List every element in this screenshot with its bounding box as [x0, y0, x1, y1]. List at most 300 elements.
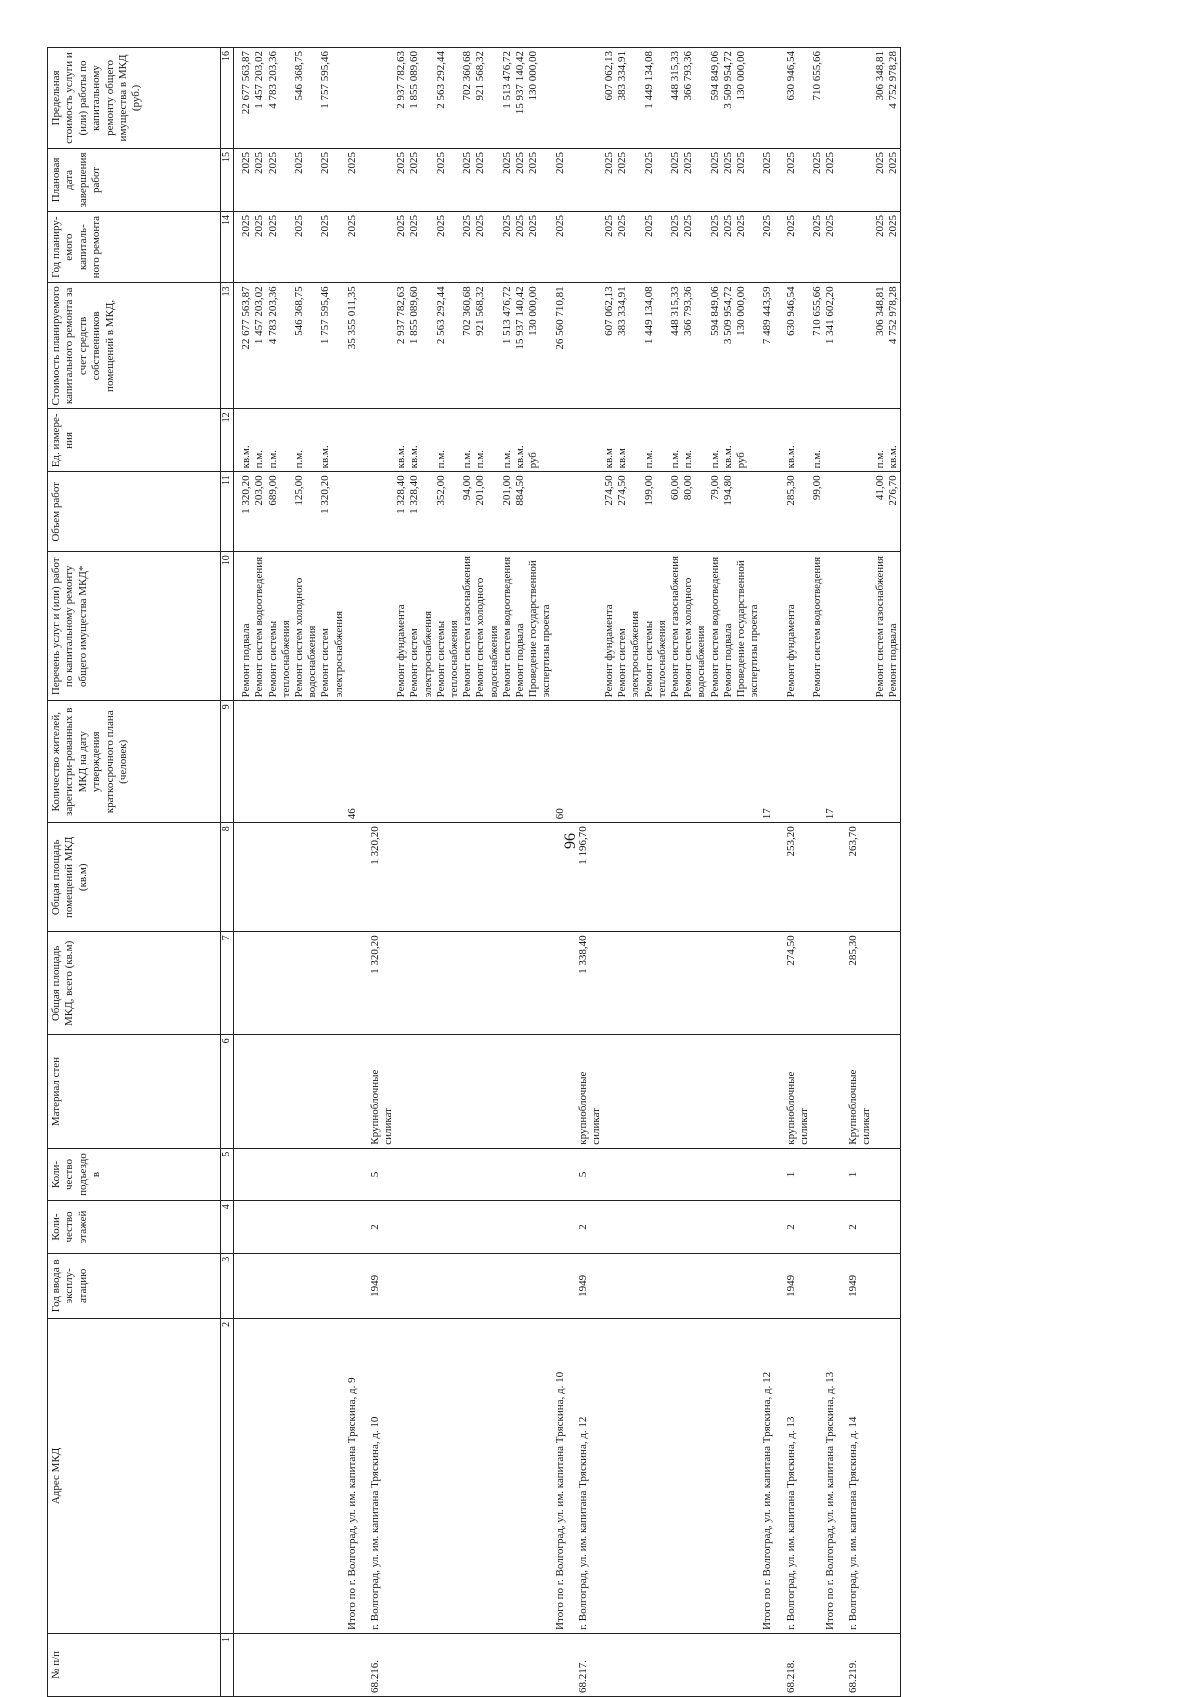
row-number-cell	[501, 1633, 514, 1696]
wall-material-cell	[554, 1035, 567, 1148]
wall-material-cell	[461, 1035, 474, 1148]
header-row	[48, 48, 221, 1697]
completion-year-cell: 2025	[253, 148, 266, 211]
repair-year-cell: 2025	[669, 211, 682, 282]
spacer-cell	[775, 283, 785, 409]
unit-cell: п.м.	[709, 409, 722, 472]
wall-material-cell	[240, 1035, 253, 1148]
residents-cell	[435, 701, 461, 823]
header-cell: Коли-чество этажей	[48, 1201, 221, 1254]
floors-cell	[735, 1201, 761, 1254]
residents-cell	[709, 701, 722, 823]
cost-limit-cell: 1 457 203,02	[253, 48, 266, 149]
spacer-row	[359, 48, 369, 1697]
spacer-cell	[359, 283, 369, 409]
residents-cell	[501, 701, 514, 823]
premises-area-cell	[761, 823, 774, 932]
cost-limit-cell: 630 946,54	[785, 48, 811, 149]
work-type-cell: Ремонт подвала	[240, 552, 253, 701]
wall-material-cell	[722, 1035, 735, 1148]
work-type-cell: Ремонт систем холодного водоснабжения	[293, 552, 319, 701]
spacer-cell	[837, 823, 847, 932]
cost-limit-cell: 4 752 978,28	[887, 48, 901, 149]
entrances-cell: 5	[577, 1148, 603, 1201]
premises-area-cell	[669, 823, 682, 932]
entrances-cell	[554, 1148, 567, 1201]
completion-year-cell: 2025	[603, 148, 616, 211]
total-area-cell	[669, 932, 682, 1035]
work-type-cell: Ремонт систем электроснабжения	[616, 552, 642, 701]
completion-year-cell: 2025	[785, 148, 811, 211]
total-area-cell	[643, 932, 669, 1035]
completion-year-cell: 2025	[293, 148, 319, 211]
work-volume-cell: 60,00	[669, 472, 682, 552]
entrances-cell	[616, 1148, 642, 1201]
floors-cell	[761, 1201, 774, 1254]
cost-limit-cell: 15 937 140,42	[514, 48, 527, 149]
wall-material-cell	[735, 1035, 761, 1148]
work-row	[395, 48, 408, 1697]
premises-area-cell	[811, 823, 824, 932]
unit-cell: кв.м.	[887, 409, 901, 472]
work-volume-cell: 41,00	[874, 472, 887, 552]
spacer-cell	[567, 472, 577, 552]
cost-limit-cell: 2 563 292,44	[435, 48, 461, 149]
cost-limit-cell	[346, 48, 359, 149]
spacer-cell	[775, 1148, 785, 1201]
row-number-cell: 68.218.	[785, 1633, 811, 1696]
cost-limit-cell: 2 937 782,63	[395, 48, 408, 149]
header-cell: Год ввода в эксплу-атацию	[48, 1253, 221, 1318]
repair-year-cell: 2025	[824, 211, 837, 282]
premises-area-cell	[554, 823, 567, 932]
address-cell	[616, 1318, 642, 1633]
work-type-cell	[824, 552, 837, 701]
premises-area-cell: 263,70	[847, 823, 873, 932]
work-row	[253, 48, 266, 1697]
entrances-cell	[603, 1148, 616, 1201]
row-number-cell	[761, 1633, 774, 1696]
work-row	[643, 48, 669, 1697]
total-area-cell	[395, 932, 408, 1035]
residents-cell	[408, 701, 434, 823]
work-row	[435, 48, 461, 1697]
work-row	[616, 48, 642, 1697]
residents-cell: 17	[761, 701, 774, 823]
entrances-cell	[527, 1148, 553, 1201]
work-type-cell: Ремонт систем электроснабжения	[319, 552, 345, 701]
repair-year-cell: 2025	[293, 211, 319, 282]
entrances-cell	[346, 1148, 359, 1201]
table-body	[234, 48, 901, 1697]
wall-material-cell	[603, 1035, 616, 1148]
work-volume-cell: 199,00	[643, 472, 669, 552]
total-area-cell	[501, 932, 514, 1035]
spacer-cell	[359, 1633, 369, 1696]
premises-area-cell	[253, 823, 266, 932]
unit-cell: п.м.	[811, 409, 824, 472]
residents-cell	[616, 701, 642, 823]
column-index-cell: 3	[221, 1253, 234, 1318]
spacer-cell	[775, 932, 785, 1035]
work-volume-cell: 274,50	[616, 472, 642, 552]
header-cell: Перечень услуг и (или) работ по капитальному ремонту общего имущества МКД*	[48, 552, 221, 701]
cost-limit-cell: 702 360,68	[461, 48, 474, 149]
residents-cell	[319, 701, 345, 823]
premises-area-cell	[435, 823, 461, 932]
premises-area-cell	[603, 823, 616, 932]
total-row	[554, 48, 567, 1697]
year-built-cell	[435, 1253, 461, 1318]
wall-material-cell	[874, 1035, 887, 1148]
spacer-cell	[567, 211, 577, 282]
total-area-cell	[874, 932, 887, 1035]
spacer-cell	[567, 823, 577, 932]
completion-year-cell: 2025	[554, 148, 567, 211]
repair-year-cell	[577, 211, 603, 282]
repair-year-cell: 2025	[461, 211, 474, 282]
planned-cost-cell	[577, 283, 603, 409]
residents-cell	[643, 701, 669, 823]
year-built-cell	[554, 1253, 567, 1318]
building-row	[785, 48, 811, 1697]
floors-cell	[616, 1201, 642, 1254]
cost-limit-cell: 1 513 476,72	[501, 48, 514, 149]
premises-area-cell	[527, 823, 553, 932]
address-cell	[408, 1318, 434, 1633]
entrances-cell	[461, 1148, 474, 1201]
work-volume-cell: 99,00	[811, 472, 824, 552]
spacer-cell	[359, 1318, 369, 1633]
cost-limit-cell	[824, 48, 837, 149]
spacer-cell	[567, 1035, 577, 1148]
spacer-cell	[567, 148, 577, 211]
unit-cell: п.м.	[253, 409, 266, 472]
premises-area-cell	[474, 823, 500, 932]
completion-year-cell: 2025	[874, 148, 887, 211]
spacer-cell	[837, 701, 847, 823]
unit-cell	[369, 409, 395, 472]
total-area-cell	[293, 932, 319, 1035]
completion-year-cell: 2025	[811, 148, 824, 211]
floors-cell	[346, 1201, 359, 1254]
wall-material-cell	[501, 1035, 514, 1148]
column-index-cell: 12	[221, 409, 234, 472]
total-area-cell	[811, 932, 824, 1035]
work-type-cell: Ремонт систем электроснабжения	[408, 552, 434, 701]
spacer-cell	[359, 1253, 369, 1318]
cost-limit-cell: 921 568,32	[474, 48, 500, 149]
floors-cell	[514, 1201, 527, 1254]
spacer-cell	[359, 1148, 369, 1201]
spacer-cell	[567, 409, 577, 472]
repair-year-cell: 2025	[722, 211, 735, 282]
completion-year-cell	[577, 148, 603, 211]
floors-cell	[643, 1201, 669, 1254]
repair-year-cell: 2025	[474, 211, 500, 282]
spacer-cell	[837, 283, 847, 409]
unit-cell: п.м.	[435, 409, 461, 472]
planned-cost-cell: 546 368,75	[293, 283, 319, 409]
spacer-cell	[837, 932, 847, 1035]
work-volume-cell: 689,00	[267, 472, 293, 552]
year-built-cell	[761, 1253, 774, 1318]
address-cell	[267, 1318, 293, 1633]
total-area-cell	[474, 932, 500, 1035]
cost-limit-cell: 130 000,00	[527, 48, 553, 149]
spacer-cell	[775, 148, 785, 211]
planned-cost-cell	[369, 283, 395, 409]
year-built-cell	[408, 1253, 434, 1318]
column-index-cell: 13	[221, 283, 234, 409]
row-number-cell	[527, 1633, 553, 1696]
year-built-cell	[527, 1253, 553, 1318]
spacer-cell	[775, 1253, 785, 1318]
planned-cost-cell: 594 849,06	[709, 283, 722, 409]
address-cell: Итого по г. Волгоград, ул. им. капитана Тряскина, д. 13	[824, 1318, 837, 1633]
floors-cell	[253, 1201, 266, 1254]
unit-cell: п.м.	[874, 409, 887, 472]
wall-material-cell	[474, 1035, 500, 1148]
row-number-cell	[669, 1633, 682, 1696]
completion-year-cell	[847, 148, 873, 211]
unit-cell: п.м.	[501, 409, 514, 472]
row-number-cell	[435, 1633, 461, 1696]
spacer-cell	[359, 211, 369, 282]
floors-cell	[474, 1201, 500, 1254]
completion-year-cell: 2025	[643, 148, 669, 211]
row-number-cell	[554, 1633, 567, 1696]
cost-limit-cell: 4 783 203,36	[267, 48, 293, 149]
row-number-cell	[735, 1633, 761, 1696]
header-cell: Ед. измере-ния	[48, 409, 221, 472]
spacer-cell	[837, 1318, 847, 1633]
work-row	[501, 48, 514, 1697]
floors-cell: 2	[369, 1201, 395, 1254]
planned-cost-cell: 7 489 443,59	[761, 283, 774, 409]
repair-year-cell: 2025	[527, 211, 553, 282]
row-number-cell	[514, 1633, 527, 1696]
spacer-cell	[359, 1035, 369, 1148]
address-cell	[319, 1318, 345, 1633]
cost-limit-cell	[369, 48, 395, 149]
spacer-cell	[837, 1633, 847, 1696]
total-area-cell	[887, 932, 901, 1035]
column-index-cell: 2	[221, 1318, 234, 1633]
work-volume-cell	[577, 472, 603, 552]
spacer-row	[567, 48, 577, 1697]
entrances-cell	[253, 1148, 266, 1201]
address-cell	[603, 1318, 616, 1633]
spacer-cell	[775, 1201, 785, 1254]
completion-year-cell: 2025	[501, 148, 514, 211]
planned-cost-cell	[847, 283, 873, 409]
planned-cost-cell: 130 000,00	[735, 283, 761, 409]
premises-area-cell	[461, 823, 474, 932]
column-index-cell: 14	[221, 211, 234, 282]
cost-limit-cell: 1 855 089,60	[408, 48, 434, 149]
planned-cost-cell: 15 937 140,42	[514, 283, 527, 409]
wall-material-cell	[811, 1035, 824, 1148]
floors-cell	[722, 1201, 735, 1254]
year-built-cell	[240, 1253, 253, 1318]
capital-repair-plan-table	[47, 47, 901, 1697]
work-type-cell: Ремонт фундамента	[785, 552, 811, 701]
address-cell	[240, 1318, 253, 1633]
entrances-cell	[474, 1148, 500, 1201]
total-area-cell: 1 320,20	[369, 932, 395, 1035]
column-index-cell: 15	[221, 148, 234, 211]
header-cell: Материал стен	[48, 1035, 221, 1148]
repair-year-cell: 2025	[408, 211, 434, 282]
floors-cell	[461, 1201, 474, 1254]
work-volume-cell	[369, 472, 395, 552]
floors-cell	[887, 1201, 901, 1254]
cost-limit-cell: 546 368,75	[293, 48, 319, 149]
premises-area-cell	[874, 823, 887, 932]
work-type-cell: Ремонт систем водоотведения	[501, 552, 514, 701]
total-area-cell	[824, 932, 837, 1035]
spacer-cell	[567, 932, 577, 1035]
repair-year-cell: 2025	[874, 211, 887, 282]
work-row	[267, 48, 293, 1697]
planned-cost-cell: 1 513 476,72	[501, 283, 514, 409]
floors-cell: 2	[847, 1201, 873, 1254]
year-built-cell	[461, 1253, 474, 1318]
entrances-cell	[874, 1148, 887, 1201]
work-volume-cell: 203,00	[253, 472, 266, 552]
year-built-cell	[346, 1253, 359, 1318]
completion-year-cell: 2025	[474, 148, 500, 211]
address-cell	[474, 1318, 500, 1633]
entrances-cell	[240, 1148, 253, 1201]
total-area-cell	[461, 932, 474, 1035]
cost-limit-cell: 1 757 595,46	[319, 48, 345, 149]
repair-year-cell: 2025	[395, 211, 408, 282]
entrances-cell	[514, 1148, 527, 1201]
repair-year-cell: 2025	[761, 211, 774, 282]
work-type-cell: Ремонт систем холодного водоснабжения	[682, 552, 708, 701]
entrances-cell	[395, 1148, 408, 1201]
wall-material-cell	[514, 1035, 527, 1148]
header-cell: Адрес МКД	[48, 1318, 221, 1633]
work-type-cell: Ремонт подвала	[887, 552, 901, 701]
row-number-cell	[603, 1633, 616, 1696]
entrances-cell	[501, 1148, 514, 1201]
residents-cell	[735, 701, 761, 823]
unit-cell	[824, 409, 837, 472]
floors-cell	[267, 1201, 293, 1254]
entrances-cell	[735, 1148, 761, 1201]
premises-area-cell: 253,20	[785, 823, 811, 932]
spacer-cell	[775, 552, 785, 701]
column-index-cell: 11	[221, 472, 234, 552]
total-area-cell	[319, 932, 345, 1035]
spacer-cell	[359, 932, 369, 1035]
entrances-cell: 1	[785, 1148, 811, 1201]
spacer-cell	[359, 1201, 369, 1254]
completion-year-cell: 2025	[722, 148, 735, 211]
row-number-cell	[267, 1633, 293, 1696]
unit-cell: п.м.	[669, 409, 682, 472]
header-cell: Год планиру-емого капиталь-ного ремонта	[48, 211, 221, 282]
residents-cell: 60	[554, 701, 567, 823]
repair-year-cell: 2025	[501, 211, 514, 282]
header-cell: Количество жителей, зарегистри-рованных в МКД на дату утверждения краткосрочного плана (человек)	[48, 701, 221, 823]
address-cell: Итого по г. Волгоград, ул. им. капитана Тряскина, д. 9	[346, 1318, 359, 1633]
cost-limit-cell: 607 062,13	[603, 48, 616, 149]
year-built-cell	[603, 1253, 616, 1318]
work-type-cell: Ремонт подвала	[514, 552, 527, 701]
year-built-cell	[267, 1253, 293, 1318]
entrances-cell	[722, 1148, 735, 1201]
address-cell	[461, 1318, 474, 1633]
spacer-cell	[359, 552, 369, 701]
wall-material-cell: крупноблочные силикат	[785, 1035, 811, 1148]
residents-cell	[577, 701, 603, 823]
column-index-cell: 5	[221, 1148, 234, 1201]
residents-cell	[253, 701, 266, 823]
year-built-cell	[874, 1253, 887, 1318]
work-row	[735, 48, 761, 1697]
year-built-cell	[682, 1253, 708, 1318]
completion-year-cell: 2025	[514, 148, 527, 211]
year-built-cell	[501, 1253, 514, 1318]
row-number-cell	[709, 1633, 722, 1696]
total-area-cell	[267, 932, 293, 1035]
year-built-cell	[253, 1253, 266, 1318]
premises-area-cell	[887, 823, 901, 932]
spacer-cell	[837, 1035, 847, 1148]
year-built-cell	[616, 1253, 642, 1318]
unit-cell: кв.м.	[514, 409, 527, 472]
premises-area-cell	[346, 823, 359, 932]
work-volume-cell: 125,00	[293, 472, 319, 552]
residents-cell	[669, 701, 682, 823]
premises-area-cell	[722, 823, 735, 932]
unit-cell: кв.м.	[395, 409, 408, 472]
address-cell	[669, 1318, 682, 1633]
spacer-cell	[837, 472, 847, 552]
header-cell: Предельная стоимость услуги и (или) работы по капитальному ремонту общего имущества в МКД (руб.)	[48, 48, 221, 149]
year-built-cell	[293, 1253, 319, 1318]
cost-limit-cell: 594 849,06	[709, 48, 722, 149]
planned-cost-cell: 383 334,91	[616, 283, 642, 409]
header-cell: Стоимость планируемого капитального ремонта за счет средств собственников помещений в МКД,	[48, 283, 221, 409]
wall-material-cell	[408, 1035, 434, 1148]
work-volume-cell: 94,00	[461, 472, 474, 552]
completion-year-cell: 2025	[761, 148, 774, 211]
year-built-cell: 1949	[369, 1253, 395, 1318]
row-number-cell: 68.216.	[369, 1633, 395, 1696]
work-row	[408, 48, 434, 1697]
unit-cell: кв.м.	[722, 409, 735, 472]
cost-limit-cell: 366 793,36	[682, 48, 708, 149]
entrances-cell	[435, 1148, 461, 1201]
spacer-row	[837, 48, 847, 1697]
spacer-cell	[567, 1148, 577, 1201]
floors-cell	[240, 1201, 253, 1254]
repair-year-cell: 2025	[435, 211, 461, 282]
completion-year-cell: 2025	[395, 148, 408, 211]
spacer-cell	[837, 552, 847, 701]
total-area-cell	[682, 932, 708, 1035]
spacer-cell	[837, 48, 847, 149]
completion-year-cell: 2025	[346, 148, 359, 211]
year-built-cell	[709, 1253, 722, 1318]
repair-year-cell: 2025	[253, 211, 266, 282]
cost-limit-cell: 22 677 563,87	[240, 48, 253, 149]
